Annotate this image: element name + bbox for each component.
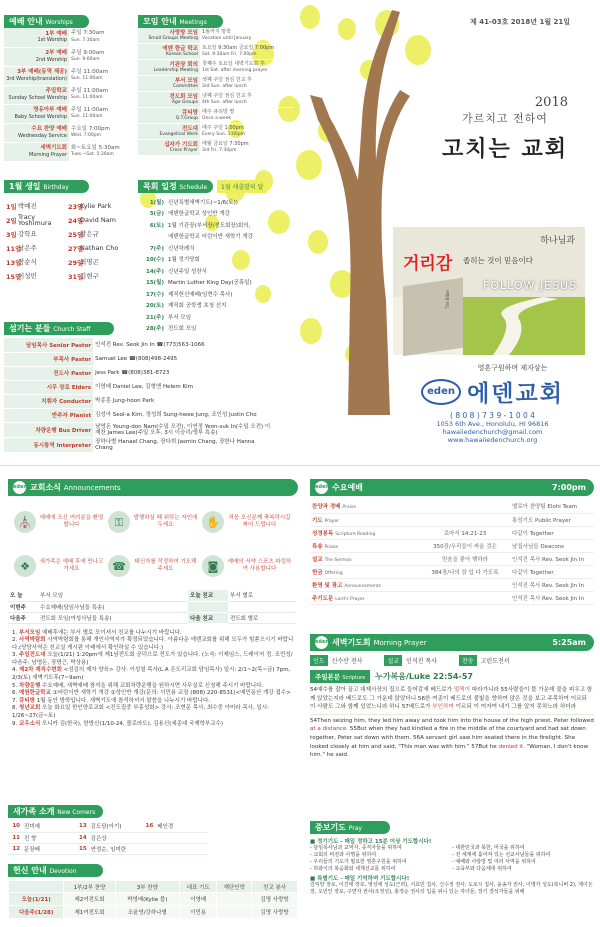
announcement-tile: ⚿ 발행하실 때 위하는 자인에 두세요 xyxy=(106,500,200,544)
birthday-row: 25일 황은규 xyxy=(68,230,99,239)
announcement-item: 7. 큐티방 1월 동안 방학입니다. 새벽기도에 참석하셔서 말씀을 나누시기 바랍니다. xyxy=(12,697,211,704)
prayer-item: - 하와이의 복음화와 세계선교를 위하여 xyxy=(310,866,396,872)
title-block xyxy=(430,95,580,163)
wednesday-row: 성경봉독 Scripture Reading 로마서 14:21-23 다같이 Together xyxy=(310,526,594,539)
duty-row: 다음주 전도회 모임(여성사님들 특송) 다음 친교 전도회 별로 xyxy=(8,612,296,623)
schedule-row: 21(주) 부서 모임 xyxy=(146,314,192,321)
announcement-item: 2. 사역박람회 사역박람회를 통해 개인사역지가 확정되었습니다. 아름다운 에덴교회를 위해 모두가 힘쏟으시기 바랍니다.(당당사역은 친교실 게시판 아래에서 확인하실 수 있습니다.) xyxy=(12,637,294,651)
prayer-item: - 교육부와 다음세대 위하여 xyxy=(452,866,512,872)
schedule-row: 14(주) 신년주일 성찬식 xyxy=(146,268,207,275)
worship-row: 새벽기도회 Morning Prayer 화~토요일 5:30am Tues.~Sat. 5:30am xyxy=(4,142,134,161)
duty-row: 오 늘 부서 모임 오늘 친교 부서 별로 xyxy=(8,590,296,601)
announcement-item: 3. 주일전도대 오늘(1/21) 1:20pm에 제1남전도회 공덕으로 전도가 있습니다. (노숙: 이제임스, 드레이저 정, 조민성/ 다음주: 남영돈, 장명근, 박상용) xyxy=(12,652,293,666)
birthday-row: 23일 Kylie Park xyxy=(68,202,112,211)
birthday-row: 2일 Tracy Yoshimura xyxy=(6,213,52,227)
scripture-korean: 54예수를 잡아 끌고 대제사장의 집으로 들어갈새 베드로가 멀찍이 따라가니라 55사람들이 뜰 가운데 불을 피우고 함께 앉았는지라 베드로도 그 가운데 앉았더니 56한 여종이 베드로의 불빛을 향하여 앉은 것을 보고 주목하여 이르되 이 사람도 그와 함께 있었느니라 하니 57베드로가 부인하여 이르되 이 여자여 내가 그를 알지 못하노라 하더라 xyxy=(310,687,593,711)
announcement-tile: ✋ 처음 오신분께 축복하시길 짜어 드립니다 xyxy=(200,500,294,544)
eden-mini-logo: eden xyxy=(315,636,328,649)
follow-main: 거리감 xyxy=(403,254,453,274)
announcement-item: 4. 제2차 제직수련회 <섬김의 제자 양육> 강사: 이성열 목사(L.A 온도리교회 담임목사) 일시: 2/1~2(목~금) 7pm, 2/3(토) 새벽기도후(7~9am) xyxy=(12,667,291,682)
follow-jesus-banner xyxy=(393,227,585,355)
prayer-item: - 우리들의 기도가 필요한 영혼구원을 위하여 xyxy=(310,859,407,865)
follow-top: 하나님과 xyxy=(540,236,575,246)
schedule-row: 에덴한글학교 어린이반 새학기 개강 xyxy=(168,234,253,241)
birthday-list-right xyxy=(66,199,136,283)
worship-row: 2부 예배 2nd Worship 주일 9:00am Sun. 9:00am xyxy=(4,47,134,66)
church-email: hawaiiedenchurch@gmail.com xyxy=(442,428,543,436)
morning-info-item: 설교 인석진 목사 xyxy=(384,655,440,666)
meeting-row: 에덴 한글 학교 Korean School 토요일 9:30am 금요일 7:00pm Sat. 9:30am Fri. 7:00pm xyxy=(138,44,293,60)
church-website: www.hawaiiedenchurch.org xyxy=(447,436,538,444)
follow-sub: 좁히는 것이 믿음이다 xyxy=(463,256,533,265)
worship-table xyxy=(4,28,134,162)
announcement-item: 6. 예원한글학교 ①어린이반 새학기 개강 ②성인반 개강(문의: 이민용 교장 (808) 220-8531)<예민동산 개강 접수> xyxy=(12,690,291,697)
prayer-item: - 교회의 비전과 사명을 위하여 xyxy=(310,852,377,858)
newcomer-row: 11 진 향 14 김은상 xyxy=(8,832,208,843)
morning-prayer-section xyxy=(310,634,594,760)
prayer-special-text: 김익양 장로, 이진태 장로, 영성애 성도(근려), 서효민 집사, 신수정 권사, 도로시 집사, 윤송자 권사, 이명자 성도(복니버 2), 제이든 장, 오민인 장로, 구연자 권사(조정성), 홍정순 권사의 입을 위니 있는 자녀들, 장기 결석자들을 위해 xyxy=(310,882,593,895)
morning-info-item: 찬송 고린도전서 xyxy=(459,655,514,666)
prayer-item: - 대한민국과 북한, 미국을 위하여 xyxy=(452,845,525,851)
wednesday-row: 헌금 Offering 384장/나의 잠 입 다 가도록 다같이 Together xyxy=(310,565,594,578)
prayer-item: - 예배와 사랑방 및 여러 사역을 위하여 xyxy=(452,859,536,865)
schedule-row: 17(수) 제직헌신예배(임현수 목사) xyxy=(146,291,233,298)
birthday-row: 1일 박예진 xyxy=(6,202,37,211)
birthday-section xyxy=(4,180,136,283)
follow-eng: FOLLOW JESUS xyxy=(483,279,578,292)
schedule-row: 15(월) Martin Luther King Day(공휴일) xyxy=(146,280,252,287)
announcement-icons xyxy=(8,500,298,588)
schedule-row: 1(월) 신년특별새벽기도(~1/6(토)) xyxy=(149,199,238,206)
schedule-row: 5(금) 에덴한글학교 성인반 개강 xyxy=(149,211,230,218)
wednesday-section xyxy=(310,479,594,605)
church-info xyxy=(395,363,590,444)
meeting-row: 기관장 회의 Leadership Meeting 첫째주 토요일 새벽기도회 후 1st Sat. after morning prayer xyxy=(138,60,293,76)
main-title: 고치는 교회 xyxy=(442,137,568,162)
announcement-tile: ❖ 새가족은 예배 후에 만나고 가세요 xyxy=(12,544,106,588)
schedule-row: 10(수) 1월 정기당회 xyxy=(146,257,200,264)
announcements-section xyxy=(8,479,298,728)
announcement-item: 9. 교우소식 모니카 김(한국), 한방신(1/10-24, 볼로라도), 김용신(세종대 국제학부교수) xyxy=(12,720,224,727)
announcements-header: eden 교회소식 Announcements xyxy=(8,479,298,496)
church-phone: ( 8 0 8 ) 7 3 9 - 1 0 0 4 xyxy=(450,411,535,420)
birthday-row: 3일 강학요 xyxy=(6,230,37,239)
prayer-item: - 전 세계에 흩어져 있는 선교사님들을 위하여 xyxy=(452,852,551,858)
scripture-reference: 누가복음/Luke 22:54-57 xyxy=(375,672,473,681)
morning-prayer-info xyxy=(310,655,594,666)
newcomers-table xyxy=(8,821,208,855)
schedule-row: 6(토) 1월 기관장(부서장/전도회장)회의, xyxy=(149,222,251,229)
worship-section xyxy=(4,15,134,162)
schedule-row: 20(토) 제직회 공학생 초청 선지 xyxy=(146,303,227,310)
staff-row: 시무 장로 Elders 이영배 Daniel Lee, 김형엔 Helem Kim xyxy=(4,380,274,394)
devotion-head: 1부/2부 찬양 3부 찬양 대표 기도 재단인학 친교 봉사 xyxy=(9,881,298,893)
birthday-row: 24일 David Nam xyxy=(68,216,117,225)
prayer-special-title: ■ 특별기도 - 매일 기억하며 기도합시다! xyxy=(310,876,410,882)
morning-prayer-header: eden 새벽기도회 Morning Prayer 5:25am xyxy=(310,634,594,651)
church-tagline: 영혼구원하며 제자삼는 xyxy=(477,364,548,372)
staff-row: 차량운행 Bus Driver 남영돈 Young-don Nam(수일 오전), 이연정 Yeon-suk In(수일 오전) 이재찬 James Lee(주일 오후, 3시 이승리/생부 특송) xyxy=(4,422,274,437)
divider xyxy=(0,465,600,466)
car-icon: ◙ xyxy=(202,555,224,577)
worship-header: 예배 안내 Worships xyxy=(4,15,89,28)
announcement-item: 5. 차량운행 수요예배, 새벽예배 참석을 위해 교회차량운행을 원하시면 사무실로 신청해 주시기 바랍니다. xyxy=(12,682,264,689)
birthday-row: 15일 이성빈 xyxy=(6,272,37,281)
prayer-item: - 담임목사님과 교역자, 중직자들을 위하여 xyxy=(310,845,402,851)
eden-mini-logo: eden xyxy=(13,481,26,494)
prayer-regular-list xyxy=(310,845,594,873)
year: 2018 xyxy=(534,95,568,110)
slogan: 가르치고 전하여 xyxy=(462,112,548,125)
wednesday-row: 설교 The Sermon 믿음을 좋아 행하라 인석진 목사 Rev. Seok Jin In xyxy=(310,552,594,565)
scripture-english: 54Then seizing him, they led him away and took him into the house of the high priest. Peter followed at a distance. 55But when they had kindled a fire in the middle of the courtyard and had sat down together, Peter sat down with them. 56A servant girl saw him seated there in the firelight. She looked closely at him and said, "This man was with him." 57But he denied it. "Woman, I don't know him." he said. xyxy=(310,714,594,760)
wednesday-row: 찬양과 경배 Praise 엘로아 찬양팀 Elohi Team xyxy=(310,500,594,513)
wednesday-row: 환영 및 광고 Announcements 인석진 목사 Rev. Seok Jin In xyxy=(310,578,594,591)
phone-icon: ☎ xyxy=(108,555,130,577)
meetings-section xyxy=(138,15,293,156)
announcement-tile: ◙ 예배의 서약 스포츠 파킹하여 사용합니다 xyxy=(200,544,294,588)
newcomers-section xyxy=(8,805,298,855)
duty-row: 이번주 수요예배(담임사님들 특송) xyxy=(8,601,296,612)
staff-row: 지휘자 Conductor 박종훈 Jung-hoon Park xyxy=(4,394,274,408)
key-icon: ⚿ xyxy=(108,511,130,533)
newcomer-row: 12 문장배 15 연정순, 임미란 xyxy=(8,843,208,854)
birthday-row: 11일 남은주 xyxy=(6,244,37,253)
wednesday-row: 주기도문 Lord's Prayer 인석진 목사 Rev. Seok Jin In xyxy=(310,591,594,604)
devotion-row: 다음주(1/28) 제1여전도회 조윤영/강하나별 이민용 김명 사랑방 xyxy=(9,906,298,919)
newcomer-row: 10 진미예 13 김도담(아기) 16 배인경 xyxy=(8,821,208,832)
wednesday-order-table xyxy=(310,500,594,605)
prayer-section xyxy=(310,821,594,896)
announcement-tile: ☎ 태신자를 작정하여 기도해주세요 xyxy=(106,544,200,588)
devotion-table xyxy=(8,880,298,919)
worship-row: 주일학교 Sunday School Worship 주일 11:00am Sun. 11:00am xyxy=(4,85,134,104)
staff-header: 섬기는 분들 Church Staff xyxy=(4,322,114,335)
handshake-icon: ❖ xyxy=(14,555,36,577)
church-name: 에덴교회 xyxy=(467,381,564,407)
schedule-table xyxy=(138,196,298,334)
eden-logo: eden xyxy=(421,379,461,405)
wednesday-row: 특송 Praise 350장/우리들이 싸울 것은 남집사님들 Deacons xyxy=(310,539,594,552)
wednesday-header: eden 수요예배 7:00pm xyxy=(310,479,594,496)
scripture-label: 주일본문 Scripture xyxy=(310,670,370,683)
announcement-item: 1. 부서모임 예배후에는 부서 별로 모이셔서 친교를 나누시기 바랍니다. xyxy=(12,629,182,636)
church-address: 1053 6th Ave., Honolulu, HI 96816 xyxy=(436,420,549,428)
book-label: The Bible xyxy=(444,290,450,309)
prayer-header: 중보기도 Pray xyxy=(310,821,390,834)
meetings-header: 모임 안내 Meetings xyxy=(138,15,223,28)
birthday-row: 29일 최명곤 xyxy=(68,258,99,267)
schedule-row: 7(주) 신년하례식 xyxy=(149,245,195,252)
staff-row: 부목사 Pastor Samuel Lee ☎(808)498-2495 xyxy=(4,352,274,366)
staff-row: 전도사 Pastor Jess Park ☎(808)381-8723 xyxy=(4,366,274,380)
schedule-header: 목회 일정 Schedule xyxy=(138,180,213,193)
birthday-row: 13일 장순식 xyxy=(6,258,37,267)
prayer-regular-title: ■ 정기기도 - 매일 정하고 15분 이상 기도합시다! xyxy=(310,839,432,845)
staff-row: 반주자 Pianist 김성아 Seol-a Kim, 정성희 Sung-hwee Jung, 조인성 Justin Cho xyxy=(4,408,274,422)
duty-table xyxy=(8,590,296,624)
hand-icon: ✋ xyxy=(202,511,224,533)
staff-table xyxy=(4,338,274,453)
newcomers-header: 새가족 소개 New Comers xyxy=(8,805,103,818)
schedule-tag: 1월 새출발의 달 xyxy=(217,180,267,193)
devotion-section xyxy=(8,864,298,919)
birthday-header: 1월 생일 Birthday xyxy=(4,180,89,193)
staff-row: 담임목사 Senior Pastor 인석진 Rev. Seok Jin In ☎(773)563-1066 xyxy=(4,338,274,352)
schedule-row: 28(주) 전도회 모임 xyxy=(146,326,197,333)
announcement-tile: ⛪ 예배에 오신 여러분을 환영합니다 xyxy=(12,500,106,544)
morning-info-item: 인도 신수산 전사 xyxy=(310,655,366,666)
wednesday-row: 기도 Prayer 통성기도 Public Prayer xyxy=(310,513,594,526)
devotion-header: 헌신 안내 Devotion xyxy=(8,864,103,877)
birthday-row: 27일 Nathan Cho xyxy=(68,244,119,253)
announcement-list xyxy=(8,630,298,729)
staff-row: 동시통역 Interpreter 장하나별 Hanael Chang, 장다희 Jasmin Chang, 장한나 Hanna Chang xyxy=(4,437,274,452)
devotion-row: 오늘(1/21) 제2여전도회 박영배(Kylie 블) 이영배 김명 사랑방 xyxy=(9,893,298,906)
announcement-item: 8. 청년교회 오늘 화요일 한인양로교회 <진도집중 부흥성회> 강사: 조현문 목사, 최수중 아미라 목사, 일시: 1/26~27(금~토) xyxy=(12,705,269,720)
eden-mini-logo: eden xyxy=(315,481,328,494)
birthday-list-left xyxy=(4,199,66,283)
birthday-row: 31일 김현구 xyxy=(68,272,99,281)
meeting-row: 전도회 모임 Age Groups 넷째 주일 점심 친교 후 4th Sun. after lunch xyxy=(138,92,293,108)
schedule-section xyxy=(138,180,298,334)
meeting-row: 사랑방 모임 Small Groups Meeting 1월까지 방학 Vacation until January xyxy=(138,28,293,44)
church-icon: ⛪ xyxy=(14,511,36,533)
meeting-row: 부서 모임 Committee 셋째 주일 점심 친교 후 3rd Sun. after lunch xyxy=(138,76,293,92)
worship-row: 수요 찬양 예배 Wednesday Service 수요일 7:00pm Wed. 7:00pm xyxy=(4,123,134,142)
meeting-row: 큐티방 Q.T.Group 매주 큐티방 별 Once a week xyxy=(138,108,293,124)
meetings-table xyxy=(138,28,293,156)
staff-section xyxy=(4,322,274,453)
meeting-row: 전도대 Evangelical Work 매주 주일 1:00pm Every Sun. 1:00pm xyxy=(138,124,293,140)
meeting-row: 십자가 기도회 Cross Prayer 매월 금요일 7:30pm 3rd Fri. 7:30pm xyxy=(138,140,293,156)
worship-row: 영유아부 예배 Baby School Worship 주일 11:00am Sun. 11:00am xyxy=(4,104,134,123)
worship-row: 3부 예배(동역 제공) 3rd Worship(translation) 주일 11:00am Sun. 11:00am xyxy=(4,66,134,85)
worship-row: 1부 예배 1st Worship 주일 7:30am Sun. 7:30am xyxy=(4,28,134,47)
issue-date: 제 41-03호 2018년 1월 21일 xyxy=(470,18,571,26)
